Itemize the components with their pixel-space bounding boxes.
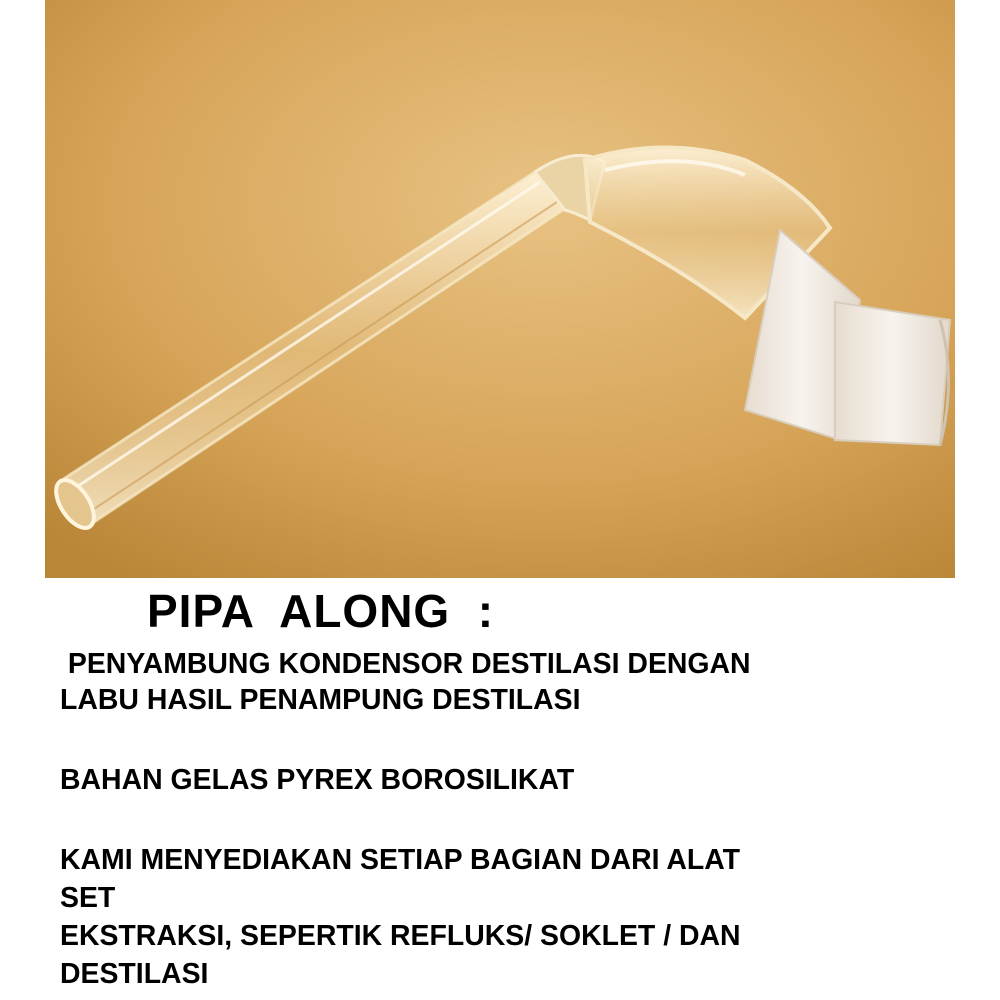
description-line: LABU HASIL PENAMPUNG DESTILASI — [60, 684, 581, 716]
product-photo — [45, 0, 955, 578]
glass-adapter-photo — [45, 0, 955, 578]
offer-line: DESTILASI — [60, 958, 209, 990]
product-title: PIPA ALONG : — [147, 585, 495, 637]
offer-line: SET — [60, 882, 116, 914]
offer-line: KAMI MENYEDIAKAN SETIAP BAGIAN DARI ALAT — [60, 844, 740, 876]
description-line: PENYAMBUNG KONDENSOR DESTILASI DENGAN — [60, 648, 751, 680]
offer-line: EKSTRAKSI, SEPERTIK REFLUKS/ SOKLET / DAN — [60, 920, 741, 952]
caption-panel — [57, 578, 957, 1000]
material-line: BAHAN GELAS PYREX BOROSILIKAT — [60, 764, 575, 796]
